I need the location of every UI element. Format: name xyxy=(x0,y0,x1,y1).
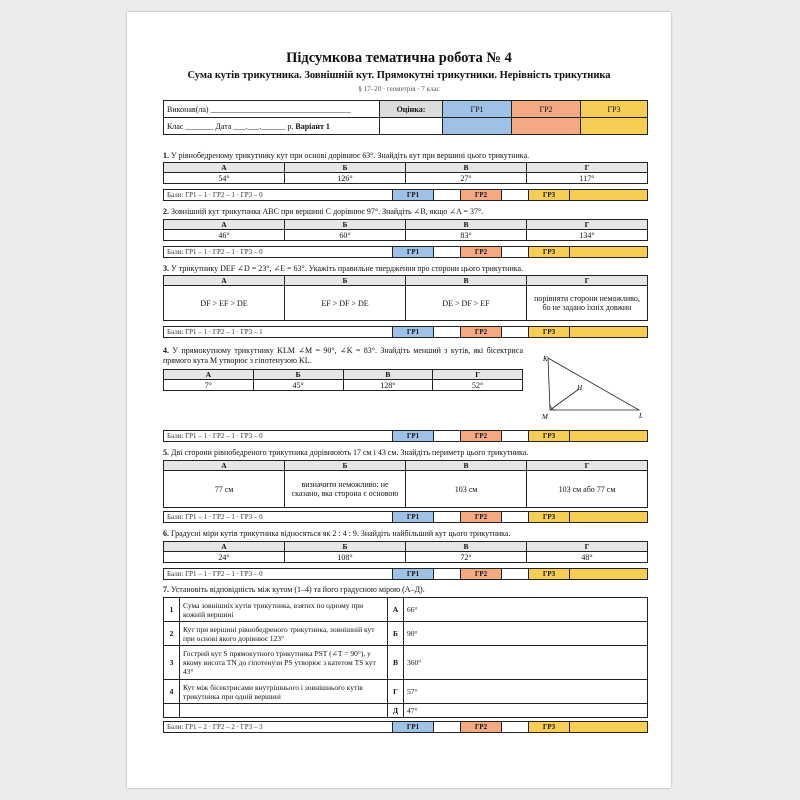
question-7-number: 7. xyxy=(163,585,169,594)
gr3-label: ГР3 xyxy=(529,722,570,733)
gr2-score-field[interactable] xyxy=(502,512,529,523)
question-1-options xyxy=(163,162,648,184)
option-letter: Г xyxy=(527,220,648,230)
option-d[interactable]: 48° xyxy=(527,552,648,563)
option-c[interactable]: 103 см xyxy=(406,471,527,508)
match-left-empty xyxy=(180,704,388,718)
score-note: Бали: ГР1 – 1 · ГР2 – 1 · ГР3 – 0 xyxy=(164,247,393,258)
gr2-label: ГР2 xyxy=(461,190,502,201)
point-h-label: H xyxy=(577,384,583,392)
option-letter: В xyxy=(406,461,527,471)
option-letter: А xyxy=(164,461,285,471)
gr1-label: ГР1 xyxy=(393,722,434,733)
question-5-options xyxy=(163,460,648,508)
score-note: Бали: ГР1 – 1 · ГР2 – 1 · ГР3 – 0 xyxy=(164,190,393,201)
gr3-score-field[interactable] xyxy=(570,722,648,733)
gr3-label: ГР3 xyxy=(529,569,570,580)
question-1-score-row xyxy=(163,189,648,201)
question-2-score-row xyxy=(163,246,648,258)
grade-empty-cell xyxy=(380,118,443,135)
score-note: Бали: ГР1 – 1 · ГР2 – 1 · ГР3 – 0 xyxy=(164,512,393,523)
grade-gr2-field[interactable] xyxy=(512,118,581,135)
gr1-score-field[interactable] xyxy=(434,247,461,258)
option-letter: В xyxy=(406,276,527,286)
question-4-text xyxy=(163,346,523,366)
gr2-score-field[interactable] xyxy=(502,327,529,338)
option-letter: Б xyxy=(285,276,406,286)
option-letter: Г xyxy=(433,370,523,380)
gr1-score-field[interactable] xyxy=(434,569,461,580)
option-letter: Б xyxy=(285,542,406,552)
score-note: Бали: ГР1 – 1 · ГР2 – 1 · ГР3 – 1 xyxy=(164,327,393,338)
match-left-number: 4 xyxy=(164,680,180,704)
worksheet-page xyxy=(127,12,671,788)
gr2-score-field[interactable] xyxy=(502,431,529,442)
option-letter: А xyxy=(164,276,285,286)
gr2-score-field[interactable] xyxy=(502,247,529,258)
option-d[interactable]: порівняти сторони неможливо, бо не задано їхніх довжин xyxy=(527,286,648,321)
option-letter: В xyxy=(406,220,527,230)
option-a[interactable]: 77 см xyxy=(164,471,285,508)
match-right-value: 360° xyxy=(404,646,648,680)
class-date-field[interactable] xyxy=(164,118,380,135)
gr1-label: ГР1 xyxy=(393,512,434,523)
gr2-label: ГР2 xyxy=(461,512,502,523)
gr1-label: ГР1 xyxy=(393,327,434,338)
question-1-number: 1. xyxy=(163,151,169,160)
question-7-matching-table xyxy=(163,597,648,718)
gr2-label: ГР2 xyxy=(461,327,502,338)
option-letter: А xyxy=(164,163,285,173)
gr3-label: ГР3 xyxy=(529,327,570,338)
vertex-m-label: M xyxy=(542,413,548,421)
grade-gr1-field[interactable] xyxy=(443,118,512,135)
grade-gr1-label: ГР1 xyxy=(443,101,512,118)
option-letter: Г xyxy=(527,276,648,286)
match-right-letter: Д xyxy=(388,704,404,718)
question-5-text xyxy=(163,448,528,458)
question-7-score-row xyxy=(163,721,648,733)
question-4-score-row xyxy=(163,430,648,442)
option-b[interactable]: визначити неможливо: не сказано, яка сторона є основою xyxy=(285,471,406,508)
option-b[interactable]: 60° xyxy=(285,230,406,241)
option-c[interactable]: 27° xyxy=(406,173,527,184)
grade-label: Оцінка: xyxy=(380,101,443,118)
match-right-value: 66° xyxy=(404,598,648,622)
option-c[interactable]: 72° xyxy=(406,552,527,563)
match-left-item: Сума зовнішніх кутів трикутника, взятих по одному при кожній вершині xyxy=(180,598,388,622)
question-7-text xyxy=(163,585,425,595)
question-6-prompt: Градусні міри кутів трикутника відносяться як 2 : 4 : 9. Знайдіть найбільший кут цього трикутника. xyxy=(171,529,511,538)
vertex-l-label: L xyxy=(639,412,643,420)
option-letter: В xyxy=(406,163,527,173)
option-a[interactable]: 46° xyxy=(164,230,285,241)
gr3-label: ГР3 xyxy=(529,247,570,258)
gr3-score-field[interactable] xyxy=(570,569,648,580)
score-note: Бали: ГР1 – 1 · ГР2 – 1 · ГР3 – 0 xyxy=(164,569,393,580)
question-3-prompt: У трикутнику DEF ∠D = 23°, ∠E = 63°. Укажіть правильне твердження про сторони цього трикутника. xyxy=(171,264,524,273)
question-5-number: 5. xyxy=(163,448,169,457)
question-1-text xyxy=(163,151,529,161)
option-d[interactable]: 52° xyxy=(433,380,523,391)
section-note: § 17–20 · геометрія · 7 клас xyxy=(358,85,440,93)
triangle-klm-figure xyxy=(531,348,651,424)
match-right-value: 90° xyxy=(404,622,648,646)
question-4-options xyxy=(163,369,523,391)
option-letter: Г xyxy=(527,461,648,471)
question-4-number: 4. xyxy=(163,346,169,355)
match-right-value: 47° xyxy=(404,704,648,718)
option-b[interactable]: EF > DF > DE xyxy=(285,286,406,321)
match-left-item: Кут при вершині рівнобедреного трикутника, зовнішній кут при основі якого дорівнює 123° xyxy=(180,622,388,646)
name-field[interactable]: Виконав(ла) ___________________________________ xyxy=(164,101,380,118)
question-3-score-row xyxy=(163,326,648,338)
option-letter: В xyxy=(406,542,527,552)
question-2-number: 2. xyxy=(163,207,169,216)
bisector-line xyxy=(550,389,579,410)
grade-gr3-field[interactable] xyxy=(581,118,648,135)
grade-gr3-label: ГР3 xyxy=(581,101,648,118)
option-a[interactable]: DF > EF > DE xyxy=(164,286,285,321)
gr3-label: ГР3 xyxy=(529,190,570,201)
gr3-score-field[interactable] xyxy=(570,327,648,338)
student-header xyxy=(163,100,648,135)
option-a[interactable]: 7° xyxy=(164,380,254,391)
option-b[interactable]: 126° xyxy=(285,173,406,184)
gr2-score-field[interactable] xyxy=(502,190,529,201)
question-6-text xyxy=(163,529,510,539)
option-d[interactable]: 117° xyxy=(527,173,648,184)
option-b[interactable]: 45° xyxy=(253,380,343,391)
gr1-label: ГР1 xyxy=(393,247,434,258)
match-left-number: 1 xyxy=(164,598,180,622)
gr2-score-field[interactable] xyxy=(502,569,529,580)
gr3-score-field[interactable] xyxy=(570,247,648,258)
gr2-label: ГР2 xyxy=(461,247,502,258)
option-letter: А xyxy=(164,370,254,380)
question-6-number: 6. xyxy=(163,529,169,538)
option-d[interactable]: 134° xyxy=(527,230,648,241)
class-date-label: Клас _______ Дата ___.___.______ р. xyxy=(167,121,294,131)
gr3-score-field[interactable] xyxy=(570,190,648,201)
page-title: Підсумкова тематична робота № 4 xyxy=(286,50,512,66)
match-left-item: Кут між бісектрисами внутрішнього і зовнішнього кутів трикутника при одній вершині xyxy=(180,680,388,704)
option-d[interactable]: 103 см або 77 см xyxy=(527,471,648,508)
match-right-letter: А xyxy=(388,598,404,622)
gr1-score-field[interactable] xyxy=(434,722,461,733)
question-5-score-row xyxy=(163,511,648,523)
gr3-score-field[interactable] xyxy=(570,512,648,523)
gr1-label: ГР1 xyxy=(393,431,434,442)
page-subtitle: Сума кутів трикутника. Зовнішній кут. Прямокутні трикутники. Нерівність трикутника xyxy=(187,70,611,81)
question-2-text xyxy=(163,207,483,217)
question-2-options xyxy=(163,219,648,241)
option-letter: Г xyxy=(527,163,648,173)
match-left-item: Гострий кут S прямокутного трикутника PST (∠T = 90°), у якому висота TN до гіпотенузи PS утворює з катетом TS кут 43° xyxy=(180,646,388,680)
question-6-options xyxy=(163,541,648,563)
question-4-prompt: У прямокутному трикутнику KLM ∠M = 90°, ∠K = 83°. Знайдіть менший з кутів, які бісектриса прямого кута M утворює з гіпотенузою KL. xyxy=(163,346,523,365)
gr3-label: ГР3 xyxy=(529,512,570,523)
match-left-empty xyxy=(164,704,180,718)
option-letter: А xyxy=(164,542,285,552)
gr2-label: ГР2 xyxy=(461,722,502,733)
question-3-options xyxy=(163,275,648,321)
gr1-score-field[interactable] xyxy=(434,190,461,201)
option-c[interactable]: DE > DF > EF xyxy=(406,286,527,321)
gr2-score-field[interactable] xyxy=(502,722,529,733)
option-letter: Б xyxy=(285,461,406,471)
match-right-letter: Б xyxy=(388,622,404,646)
option-letter: А xyxy=(164,220,285,230)
option-c[interactable]: 83° xyxy=(406,230,527,241)
match-left-number: 2 xyxy=(164,622,180,646)
gr1-score-field[interactable] xyxy=(434,327,461,338)
variant-label: Варіант 1 xyxy=(295,121,330,131)
question-5-prompt: Дві сторони рівнобедреного трикутника дорівнюють 17 см і 43 см. Знайдіть периметр цього трикутника. xyxy=(171,448,529,457)
option-letter: Б xyxy=(285,163,406,173)
option-letter: Г xyxy=(527,542,648,552)
option-letter: Б xyxy=(253,370,343,380)
question-2-prompt: Зовнішній кут трикутника ABC при вершині C дорівнює 97°. Знайдіть ∠B, якщо ∠A = 37°. xyxy=(171,207,484,216)
match-right-value: 57° xyxy=(404,680,648,704)
gr2-label: ГР2 xyxy=(461,569,502,580)
gr3-score-field[interactable] xyxy=(570,431,648,442)
gr3-label: ГР3 xyxy=(529,431,570,442)
score-note: Бали: ГР1 – 1 · ГР2 – 1 · ГР3 – 0 xyxy=(164,431,393,442)
option-letter: В xyxy=(343,370,433,380)
match-right-letter: В xyxy=(388,646,404,680)
match-left-number: 3 xyxy=(164,646,180,680)
question-6-score-row xyxy=(163,568,648,580)
question-7-prompt: Установіть відповідність між кутом (1–4) та його градусною мірою (А–Д). xyxy=(171,585,425,594)
option-letter: Б xyxy=(285,220,406,230)
gr1-label: ГР1 xyxy=(393,190,434,201)
option-a[interactable]: 54° xyxy=(164,173,285,184)
score-note: Бали: ГР1 – 2 · ГР2 – 2 · ГР3 – 3 xyxy=(164,722,393,733)
gr2-label: ГР2 xyxy=(461,431,502,442)
match-right-letter: Г xyxy=(388,680,404,704)
gr1-score-field[interactable] xyxy=(434,512,461,523)
vertex-k-label: K xyxy=(543,355,548,363)
triangle-outline xyxy=(548,358,639,410)
gr1-label: ГР1 xyxy=(393,569,434,580)
question-3-text xyxy=(163,264,523,274)
question-1-prompt: У рівнобедреному трикутнику кут при основі дорівнює 63°. Знайдіть кут при вершині цього трикутника. xyxy=(171,151,530,160)
option-b[interactable]: 108° xyxy=(285,552,406,563)
option-a[interactable]: 24° xyxy=(164,552,285,563)
option-c[interactable]: 128° xyxy=(343,380,433,391)
grade-gr2-label: ГР2 xyxy=(512,101,581,118)
question-3-number: 3. xyxy=(163,264,169,273)
gr1-score-field[interactable] xyxy=(434,431,461,442)
